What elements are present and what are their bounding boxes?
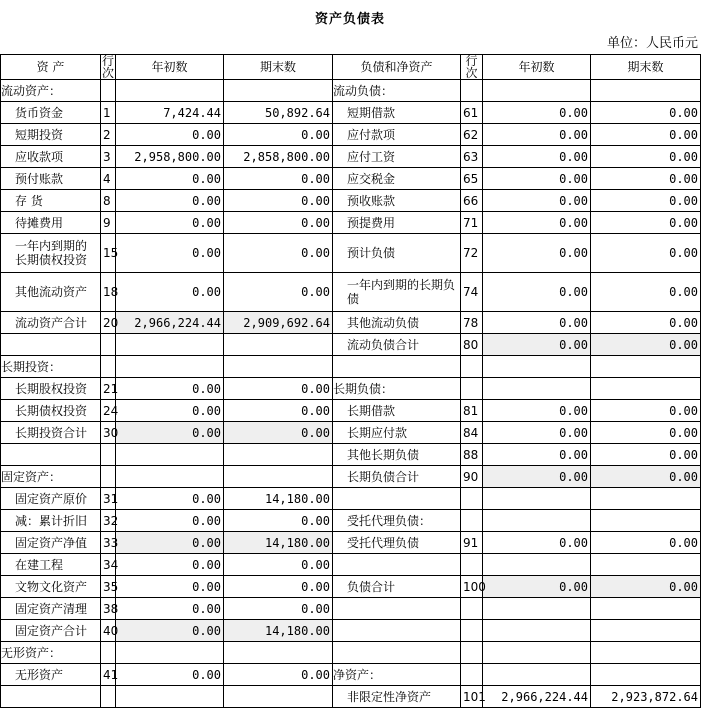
liability-end-value: 0.00: [591, 312, 701, 334]
liability-begin-value: 0.00: [483, 273, 591, 312]
asset-line-no: 18: [101, 273, 116, 312]
asset-begin-value: 0.00: [116, 576, 224, 598]
currency-unit: 单位：人民币元: [606, 36, 698, 51]
liability-begin-value: 0.00: [483, 312, 591, 334]
liability-item-label: 预收账款: [333, 190, 461, 212]
table-row: [1, 400, 701, 422]
asset-item-label: 长期股权投资: [1, 378, 101, 400]
asset-begin-value: 0.00: [116, 510, 224, 532]
asset-begin-value: 0.00: [116, 554, 224, 576]
liability-item-label: [333, 642, 461, 664]
asset-line-no: [101, 334, 116, 356]
asset-line-no: 33: [101, 532, 116, 554]
asset-end-value: 0.00: [224, 554, 333, 576]
liability-end-value: [591, 356, 701, 378]
liability-begin-value: 0.00: [483, 532, 591, 554]
liability-begin-value: 0.00: [483, 400, 591, 422]
asset-item-label: 一年内到期的长期债权投资: [1, 234, 101, 273]
asset-line-no: 31: [101, 488, 116, 510]
liability-begin-value: 0.00: [483, 124, 591, 146]
liability-begin-value: [483, 554, 591, 576]
liability-begin-value: 0.00: [483, 466, 591, 488]
liability-line-no: [461, 620, 483, 642]
liability-item-label: 预计负债: [333, 234, 461, 273]
asset-line-no: 8: [101, 190, 116, 212]
asset-end-value: 0.00: [224, 664, 333, 686]
asset-begin-value: 0.00: [116, 168, 224, 190]
liability-line-no: 101: [461, 686, 483, 708]
asset-item-label: 应收款项: [1, 146, 101, 168]
liability-item-label: [333, 356, 461, 378]
liability-end-header: 期末数: [591, 55, 701, 80]
asset-end-value: [224, 444, 333, 466]
liability-end-value: 0.00: [591, 334, 701, 356]
asset-item-label: 固定资产清理: [1, 598, 101, 620]
liability-line-no: [461, 554, 483, 576]
liability-end-value: 0.00: [591, 400, 701, 422]
liability-item-label: 净资产：: [333, 664, 461, 686]
table-row: [1, 466, 701, 488]
liability-end-value: [591, 598, 701, 620]
liability-begin-value: [483, 378, 591, 400]
asset-item-label: 长期投资：: [1, 356, 101, 378]
liability-end-value: 0.00: [591, 273, 701, 312]
asset-begin-value: 2,966,224.44: [116, 312, 224, 334]
asset-begin-value: 2,958,800.00: [116, 146, 224, 168]
asset-end-value: 2,909,692.64: [224, 312, 333, 334]
liability-item-label: 应付款项: [333, 124, 461, 146]
asset-end-value: 0.00: [224, 212, 333, 234]
asset-begin-value: 0.00: [116, 212, 224, 234]
table-row: [1, 234, 701, 273]
liability-begin-value: 0.00: [483, 576, 591, 598]
liability-line-no: 74: [461, 273, 483, 312]
line-no-header-2: 行次: [461, 55, 483, 80]
asset-line-no: 32: [101, 510, 116, 532]
asset-line-no: 21: [101, 378, 116, 400]
asset-begin-value: 0.00: [116, 234, 224, 273]
asset-item-label: [1, 444, 101, 466]
liability-begin-value: 0.00: [483, 444, 591, 466]
table-row: [1, 620, 701, 642]
liability-end-value: 0.00: [591, 146, 701, 168]
liability-item-label: 一年内到期的长期负债: [333, 273, 461, 312]
liability-item-label: 流动负债：: [333, 80, 461, 102]
liability-end-value: [591, 642, 701, 664]
table-row: [1, 444, 701, 466]
liability-line-no: 61: [461, 102, 483, 124]
liability-item-label: 短期借款: [333, 102, 461, 124]
asset-end-value: [224, 642, 333, 664]
liability-line-no: 62: [461, 124, 483, 146]
asset-end-value: 0.00: [224, 273, 333, 312]
liability-line-no: 84: [461, 422, 483, 444]
asset-begin-value: [116, 466, 224, 488]
report-title: 资产负债表: [314, 12, 385, 27]
table-row: [1, 80, 701, 102]
asset-item-label: 短期投资: [1, 124, 101, 146]
asset-line-no: 35: [101, 576, 116, 598]
liability-item-label: 预提费用: [333, 212, 461, 234]
asset-begin-value: 0.00: [116, 400, 224, 422]
liability-item-label: 受托代理负债: [333, 532, 461, 554]
table-row: [1, 510, 701, 532]
asset-line-no: 38: [101, 598, 116, 620]
asset-end-value: 0.00: [224, 190, 333, 212]
liability-line-no: [461, 598, 483, 620]
asset-item-label: 减：累计折旧: [1, 510, 101, 532]
asset-begin-header: 年初数: [116, 55, 224, 80]
liability-item-label: [333, 620, 461, 642]
asset-begin-value: 0.00: [116, 422, 224, 444]
liability-begin-value: [483, 598, 591, 620]
liability-item-label: 长期负债：: [333, 378, 461, 400]
asset-end-value: 0.00: [224, 576, 333, 598]
liability-line-no: 80: [461, 334, 483, 356]
liability-begin-value: 0.00: [483, 146, 591, 168]
asset-header: 资 产: [1, 55, 101, 80]
liability-end-value: 0.00: [591, 532, 701, 554]
liability-item-label: 其他长期负债: [333, 444, 461, 466]
liability-line-no: [461, 510, 483, 532]
asset-line-no: [101, 80, 116, 102]
liability-begin-value: 2,966,224.44: [483, 686, 591, 708]
table-row: [1, 190, 701, 212]
liability-end-value: 0.00: [591, 422, 701, 444]
asset-end-value: 0.00: [224, 168, 333, 190]
asset-line-no: 41: [101, 664, 116, 686]
liability-item-label: 负债合计: [333, 576, 461, 598]
asset-begin-value: 0.00: [116, 488, 224, 510]
liability-begin-value: 0.00: [483, 102, 591, 124]
liability-end-value: 0.00: [591, 576, 701, 598]
asset-line-no: 3: [101, 146, 116, 168]
liability-line-no: 88: [461, 444, 483, 466]
balance-sheet-table: [0, 54, 701, 708]
asset-begin-value: 0.00: [116, 598, 224, 620]
liability-line-no: 91: [461, 532, 483, 554]
liability-line-no: 65: [461, 168, 483, 190]
table-row: [1, 488, 701, 510]
asset-begin-value: 0.00: [116, 273, 224, 312]
asset-line-no: 1: [101, 102, 116, 124]
liability-begin-value: 0.00: [483, 422, 591, 444]
liability-line-no: 90: [461, 466, 483, 488]
asset-item-label: 存 货: [1, 190, 101, 212]
asset-end-value: [224, 356, 333, 378]
liability-item-label: 其他流动负债: [333, 312, 461, 334]
asset-begin-value: [116, 334, 224, 356]
table-row: [1, 664, 701, 686]
table-row: [1, 146, 701, 168]
table-row: [1, 554, 701, 576]
asset-item-label: 固定资产合计: [1, 620, 101, 642]
asset-line-no: 40: [101, 620, 116, 642]
asset-item-label: 长期投资合计: [1, 422, 101, 444]
asset-item-label: 预付账款: [1, 168, 101, 190]
asset-end-value: [224, 80, 333, 102]
asset-line-no: 2: [101, 124, 116, 146]
asset-end-value: 2,858,800.00: [224, 146, 333, 168]
liability-end-value: [591, 664, 701, 686]
table-row: [1, 686, 701, 708]
asset-end-value: 0.00: [224, 234, 333, 273]
liability-end-value: [591, 620, 701, 642]
asset-end-value: 0.00: [224, 378, 333, 400]
liability-end-value: 0.00: [591, 168, 701, 190]
table-row: [1, 212, 701, 234]
line-no-header: 行次: [101, 54, 114, 80]
liability-line-no: [461, 378, 483, 400]
asset-begin-value: [116, 356, 224, 378]
asset-begin-value: 0.00: [116, 378, 224, 400]
asset-item-label: 无形资产: [1, 664, 101, 686]
liability-item-label: 非限定性净资产: [333, 686, 461, 708]
asset-begin-value: 0.00: [116, 664, 224, 686]
asset-end-value: 0.00: [224, 422, 333, 444]
asset-item-label: 无形资产：: [1, 642, 101, 664]
asset-line-no: [101, 642, 116, 664]
header-row: [1, 55, 701, 80]
asset-item-label: 流动资产：: [1, 80, 101, 102]
table-row: [1, 168, 701, 190]
liability-item-label: [333, 488, 461, 510]
asset-line-no: [101, 686, 116, 708]
table-row: [1, 356, 701, 378]
liability-end-value: [591, 80, 701, 102]
asset-line-no: 4: [101, 168, 116, 190]
asset-begin-value: [116, 642, 224, 664]
liability-end-value: 0.00: [591, 190, 701, 212]
liability-end-value: 0.00: [591, 212, 701, 234]
liability-line-no: 78: [461, 312, 483, 334]
liability-end-value: [591, 510, 701, 532]
asset-begin-value: 0.00: [116, 124, 224, 146]
asset-end-header: 期末数: [224, 55, 333, 80]
asset-begin-value: 0.00: [116, 190, 224, 212]
liability-item-label: 流动负债合计: [333, 334, 461, 356]
liability-item-label: 应交税金: [333, 168, 461, 190]
asset-end-value: 0.00: [224, 598, 333, 620]
asset-item-label: 其他流动资产: [1, 273, 101, 312]
table-row: [1, 273, 701, 312]
asset-item-label: 文物文化资产: [1, 576, 101, 598]
asset-item-label: [1, 334, 101, 356]
asset-end-value: [224, 686, 333, 708]
asset-end-value: 14,180.00: [224, 488, 333, 510]
liability-line-no: 100: [461, 576, 483, 598]
asset-line-no: [101, 444, 116, 466]
asset-end-value: [224, 334, 333, 356]
liability-item-label: [333, 598, 461, 620]
asset-item-label: 货币资金: [1, 102, 101, 124]
asset-begin-value: 0.00: [116, 620, 224, 642]
liability-begin-value: 0.00: [483, 234, 591, 273]
table-row: [1, 312, 701, 334]
asset-item-label: 待摊费用: [1, 212, 101, 234]
table-row: [1, 124, 701, 146]
table-row: [1, 532, 701, 554]
asset-line-no: 9: [101, 212, 116, 234]
table-row: [1, 598, 701, 620]
liability-begin-value: [483, 642, 591, 664]
table-row: [1, 642, 701, 664]
asset-begin-value: [116, 686, 224, 708]
asset-line-no: 24: [101, 400, 116, 422]
asset-item-label: 在建工程: [1, 554, 101, 576]
liability-end-value: 0.00: [591, 234, 701, 273]
liability-begin-value: 0.00: [483, 168, 591, 190]
liability-line-no: [461, 642, 483, 664]
asset-end-value: [224, 466, 333, 488]
liability-begin-value: [483, 356, 591, 378]
asset-end-value: 0.00: [224, 400, 333, 422]
liability-end-value: [591, 488, 701, 510]
liability-begin-value: [483, 620, 591, 642]
asset-end-value: 14,180.00: [224, 532, 333, 554]
asset-line-no: 20: [101, 312, 116, 334]
liability-line-no: [461, 664, 483, 686]
liability-item-label: 应付工资: [333, 146, 461, 168]
asset-item-label: 长期债权投资: [1, 400, 101, 422]
asset-line-no: [101, 466, 116, 488]
liability-item-label: 受托代理负债：: [333, 510, 461, 532]
asset-end-value: 50,892.64: [224, 102, 333, 124]
asset-line-no: 34: [101, 554, 116, 576]
asset-begin-value: 7,424.44: [116, 102, 224, 124]
table-row: [1, 422, 701, 444]
liability-line-no: 81: [461, 400, 483, 422]
liability-end-value: 0.00: [591, 466, 701, 488]
asset-item-label: 流动资产合计: [1, 312, 101, 334]
liability-item-label: 长期应付款: [333, 422, 461, 444]
asset-item-label: 固定资产净值: [1, 532, 101, 554]
asset-end-value: 0.00: [224, 124, 333, 146]
liability-line-no: [461, 80, 483, 102]
asset-begin-value: [116, 444, 224, 466]
liability-begin-value: 0.00: [483, 334, 591, 356]
liability-begin-value: [483, 664, 591, 686]
asset-line-no: [101, 356, 116, 378]
asset-item-label: 固定资产：: [1, 466, 101, 488]
liability-line-no: 71: [461, 212, 483, 234]
liability-line-no: 66: [461, 190, 483, 212]
liability-item-label: 长期负债合计: [333, 466, 461, 488]
liability-end-value: 0.00: [591, 102, 701, 124]
asset-item-label: [1, 686, 101, 708]
liability-begin-value: [483, 488, 591, 510]
asset-line-no: 15: [101, 234, 116, 273]
table-row: [1, 576, 701, 598]
liability-begin-header: 年初数: [483, 55, 591, 80]
liability-header: 负债和净资产: [333, 55, 461, 80]
table-row: [1, 378, 701, 400]
liability-begin-value: [483, 80, 591, 102]
liability-line-no: [461, 356, 483, 378]
table-row: [1, 102, 701, 124]
liability-begin-value: 0.00: [483, 212, 591, 234]
liability-line-no: 63: [461, 146, 483, 168]
liability-line-no: [461, 488, 483, 510]
liability-item-label: [333, 554, 461, 576]
liability-line-no: 72: [461, 234, 483, 273]
asset-begin-value: [116, 80, 224, 102]
liability-begin-value: [483, 510, 591, 532]
liability-item-label: 长期借款: [333, 400, 461, 422]
liability-end-value: [591, 554, 701, 576]
asset-begin-value: 0.00: [116, 532, 224, 554]
asset-item-label: 固定资产原价: [1, 488, 101, 510]
liability-end-value: [591, 378, 701, 400]
liability-begin-value: 0.00: [483, 190, 591, 212]
asset-end-value: 14,180.00: [224, 620, 333, 642]
liability-end-value: 0.00: [591, 444, 701, 466]
liability-end-value: 2,923,872.64: [591, 686, 701, 708]
asset-end-value: 0.00: [224, 510, 333, 532]
asset-line-no: 30: [101, 422, 116, 444]
table-row: [1, 334, 701, 356]
liability-end-value: 0.00: [591, 124, 701, 146]
